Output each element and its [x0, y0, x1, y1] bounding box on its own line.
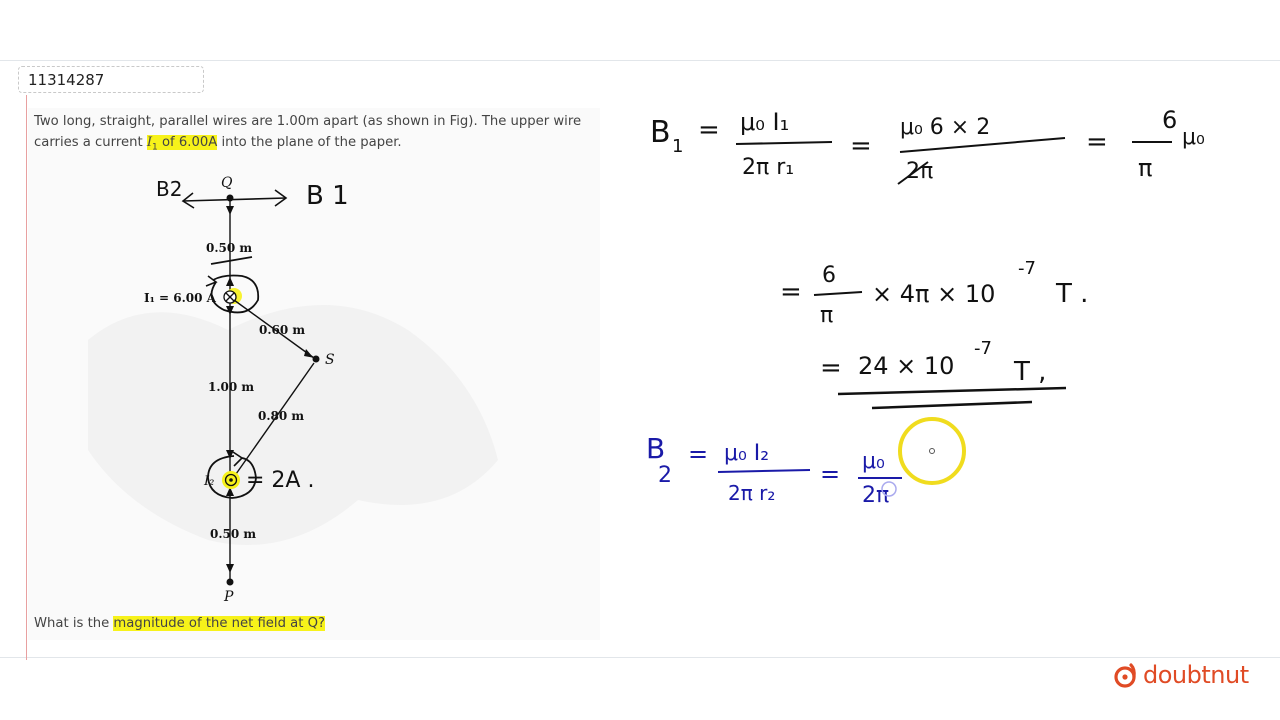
l1-lhs-sub: 1 — [672, 136, 684, 157]
question-text-start: Two long, straight, parallel wires are 1.00m apart (as shown in Fig). The upper wire carries a current — [34, 114, 582, 150]
l4-lhs-sub: 2 — [658, 463, 672, 488]
hw-underline — [211, 257, 252, 264]
question-footer-start: What is the — [34, 616, 114, 631]
question-text-end: into the plane of the paper. — [217, 135, 402, 150]
pen-cursor-ring — [900, 419, 964, 483]
l2-eq: = — [780, 277, 802, 307]
l4-eq: = — [688, 440, 709, 468]
dist-i1-s: 0.60 m — [259, 323, 306, 337]
arrow-p-down — [226, 564, 234, 573]
pen-cursor-dot — [930, 449, 935, 454]
dist-i2-p: 0.50 m — [210, 527, 257, 541]
l2-bar — [814, 292, 862, 295]
label-i1: I₁ = 6.00 A — [144, 291, 216, 305]
point-s-label: S — [325, 352, 335, 368]
hw-b2-label: B2 — [156, 177, 183, 201]
l2-rest: × 4π × 10 — [872, 280, 996, 308]
hw-2a-label: = 2A . — [246, 468, 315, 493]
arrow-i1-up — [226, 277, 234, 286]
l2-num: 6 — [822, 263, 836, 288]
current-value: of 6.00A — [157, 135, 218, 150]
point-p-label: P — [224, 589, 234, 605]
l1-eq3: = — [1086, 127, 1108, 157]
l3-exp: -7 — [974, 338, 992, 359]
top-rule — [0, 60, 1280, 61]
l4-eq2: = — [820, 460, 841, 488]
solution-canvas — [600, 90, 1280, 630]
l1-f3-num: 6 — [1162, 106, 1178, 134]
question-footer — [34, 616, 325, 631]
work-line-4 — [646, 432, 902, 508]
l1-eq2: = — [850, 131, 872, 161]
l3-val: 24 × 10 — [858, 352, 955, 380]
l2-den: π — [820, 303, 834, 328]
arrow-q-down — [226, 206, 234, 215]
l1-f1-num: μ₀ I₁ — [740, 108, 790, 136]
l1-tail: μ₀ — [1182, 125, 1205, 150]
hw-b1-label: B 1 — [306, 181, 349, 211]
point-p-dot — [227, 579, 234, 586]
wire-i2-dot — [229, 478, 233, 482]
doubtnut-logo-text: doubtnut — [1143, 661, 1249, 689]
l1-f3-den: π — [1138, 154, 1153, 182]
l1-f2-num: μ₀ 6 × 2 — [900, 115, 991, 140]
l1-f2-bar — [900, 138, 1065, 152]
wires-diagram — [28, 160, 600, 610]
l4-f2-num: μ₀ — [862, 449, 885, 474]
dist-i1-i2: 1.00 m — [208, 380, 255, 394]
l3-eq: = — [820, 353, 842, 383]
work-line-2 — [780, 258, 1088, 328]
dist-q-i1: 0.50 m — [206, 241, 253, 255]
l1-eq: = — [698, 115, 720, 145]
question-text — [34, 111, 600, 159]
l4-f2-den: 2π — [862, 483, 890, 508]
l1-f1-den: 2π r₁ — [742, 155, 795, 180]
l1-lhs: B — [650, 115, 671, 150]
bottom-rule — [0, 657, 1280, 658]
dist-s-i2: 0.80 m — [258, 409, 305, 423]
work-line-1 — [650, 106, 1205, 184]
l2-exp: -7 — [1018, 258, 1036, 279]
l2-unit: T . — [1056, 279, 1089, 309]
l4-lhs: B — [646, 432, 666, 465]
l1-f2-den: 2π — [906, 159, 934, 184]
field-arrow-line — [183, 198, 286, 201]
label-i2: I₂ — [204, 474, 215, 489]
point-s-dot — [313, 356, 320, 363]
l3-unit: T , — [1014, 357, 1047, 387]
l4-f1-bar — [718, 470, 810, 472]
l3-underline-2 — [872, 402, 1032, 408]
doubtnut-logo-icon — [1113, 661, 1139, 689]
l4-f1-num: μ₀ I₂ — [724, 441, 770, 466]
question-footer-highlight: magnitude of the net field at Q? — [113, 616, 325, 631]
point-q-label: Q — [221, 175, 233, 191]
question-id: 11314287 — [18, 66, 204, 93]
margin-rule — [26, 95, 27, 660]
l1-f1-bar — [736, 142, 832, 144]
l3-underline-1 — [838, 388, 1066, 394]
current-subscript: 1 — [152, 142, 158, 153]
work-line-3 — [820, 338, 1066, 408]
current-highlight — [146, 135, 218, 153]
paper-shadow — [88, 305, 498, 545]
current-symbol: I — [146, 135, 153, 150]
l4-f1-den: 2π r₂ — [728, 481, 776, 505]
doubtnut-logo — [1113, 657, 1249, 693]
